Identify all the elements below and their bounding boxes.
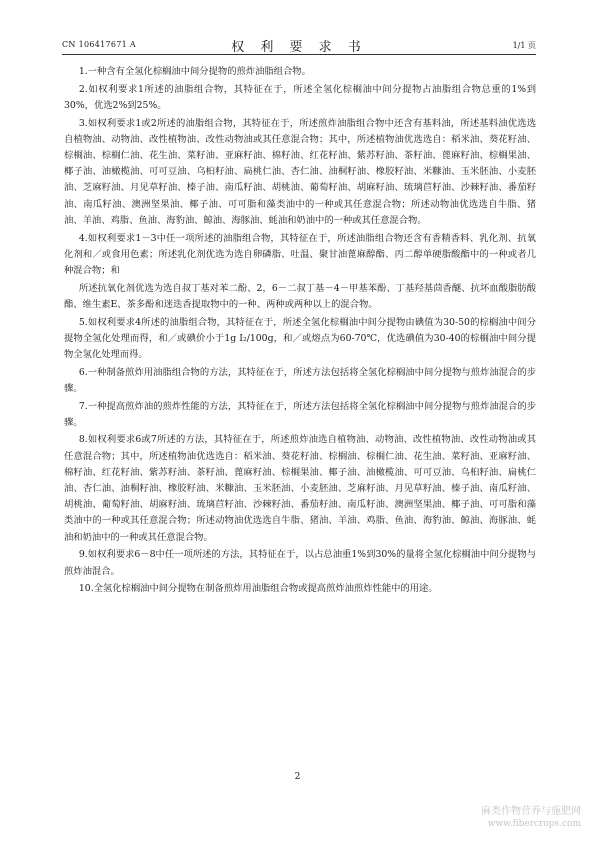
claim-7: 7.一种提高煎炸油的煎炸性能的方法，其特征在于，所述方法包括将全氢化棕榈油中间分提物与煎炸油混合的步骤。 bbox=[64, 400, 536, 428]
watermark-url: www.fibercrops.com bbox=[487, 819, 581, 829]
claims-body bbox=[64, 64, 536, 598]
patent-number: CN 106417671 A bbox=[62, 40, 136, 49]
claim-5: 5.如权利要求4所述的油脂组合物，其特征在于，所述全氢化棕榈油中间分提物由碘值为30-50的棕榈油中间分提物全氢化处理而得，和／或碘价小于1g I₂/100g，和／或熔点为60-70℃，优选碘值为30-40的棕榈油中间分提物全氢化处理而得。 bbox=[64, 316, 536, 360]
claim-6: 6.一种制备煎炸用油脂组合物的方法，其特征在于，所述方法包括将全氢化棕榈油中间分提物与煎炸油混合的步骤。 bbox=[64, 366, 536, 394]
claim-10: 10.全氢化棕榈油中间分提物在制备煎炸用油脂组合物或提高煎炸油煎炸性能中的用途。 bbox=[78, 583, 438, 595]
claim-2: 2.如权利要求1所述的油脂组合物，其特征在于，所述全氢化棕榈油中间分提物占油脂组合物总重的1%到30%，优选2%到25%。 bbox=[64, 83, 536, 111]
site-watermark bbox=[481, 806, 581, 830]
page-number: 2 bbox=[294, 772, 301, 782]
claim-8: 8.如权利要求6或7所述的方法，其特征在于，所述煎炸油选自植物油、动物油、改性植物油、改性动物油或其任意混合物；其中，所述植物油优选选自：稻米油、葵花籽油、棕榈油、棕榈仁油、花生油、菜籽油、亚麻籽油、棉籽油、红花籽油、紫苏籽油、茶籽油、蓖麻籽油、棕榈果油、椰子油、油橄榄油、可可豆油、乌桕籽油、扁桃仁油、杏仁油、油桐籽油、橡胶籽油、米糠油、玉米胚油、小麦胚油、芝麻籽油、月见草籽油、榛子油、南瓜籽油、胡桃油、葡萄籽油、胡麻籽油、琉璃苣籽油、沙棘籽油、番茄籽油、南瓜籽油、澳洲坚果油、椰子油、可可脂和藻类油中的一种或其任意混合物；所述动物油优选选自牛脂、猪油、羊油、鸡脂、鱼油、海豹油、鲸油、海豚油、蚝油和奶油中的一种或其任意混合物。 bbox=[64, 434, 536, 543]
page-indicator: 1/1 页 bbox=[512, 41, 536, 50]
header-rule bbox=[62, 54, 536, 55]
claim-1: 1.一种含有全氢化棕榈油中间分提物的煎炸油脂组合物。 bbox=[78, 66, 311, 77]
document-title: 权 利 要 求 书 bbox=[231, 40, 367, 55]
claim-9: 9.如权利要求6－8中任一项所述的方法，其特征在于，以占总油重1%到30%的量将全氢化棕榈油中间分提物与煎炸油混合。 bbox=[64, 549, 536, 577]
claim-3: 3.如权利要求1或2所述的油脂组合物，其特征在于，所述煎炸油脂组合物中还含有基料油，所述基料油优选选自植物油、动物油、改性植物油、改性动物油或其任意混合物；其中，所述植物油优选选自：稻米油、葵花籽油、棕榈油、棕榈仁油、花生油、菜籽油、亚麻籽油、棉籽油、红花籽油、紫苏籽油、茶籽油、蓖麻籽油、棕榈果油、椰子油、油橄榄油、可可豆油、乌桕籽油、扁桃仁油、杏仁油、油桐籽油、橡胶籽油、米糠油、玉米胚油、小麦胚油、芝麻籽油、月见草籽油、榛子油、南瓜籽油、胡桃油、葡萄籽油、胡麻籽油、琉璃苣籽油、沙棘籽油、番茄籽油、南瓜籽油、澳洲坚果油、椰子油、可可脂和藻类油中的一种或其任意混合物；所述动物油优选选自牛脂、猪油、羊油、鸡脂、鱼油、海豹油、鲸油、海豚油、蚝油和奶油中的一种或其任意混合物。 bbox=[64, 117, 536, 226]
watermark-name: 麻类作物营养与施肥网 bbox=[481, 806, 581, 817]
claim-4: 4.如权利要求1－3中任一项所述的油脂组合物，其特征在于，所述油脂组合物还含有香精香料、乳化剂、抗氧化剂和／或食用色素；所述乳化剂优选为选自卵磷脂、吐温、聚甘油蓖麻醇酯、丙二醇单硬脂酸酯中的一种或者几种混合物；和 bbox=[64, 232, 536, 276]
document-header bbox=[62, 38, 536, 55]
claim-4-continuation: 所述抗氧化剂优选为选自叔丁基对苯二酚、2，6－二叔丁基－4－甲基苯酚、丁基羟基茴香醚、抗坏血酸脂肪酸酯、维生素E、茶多酚和迷迭香提取物中的一种、两种或两种以上的混合物。 bbox=[64, 282, 536, 310]
